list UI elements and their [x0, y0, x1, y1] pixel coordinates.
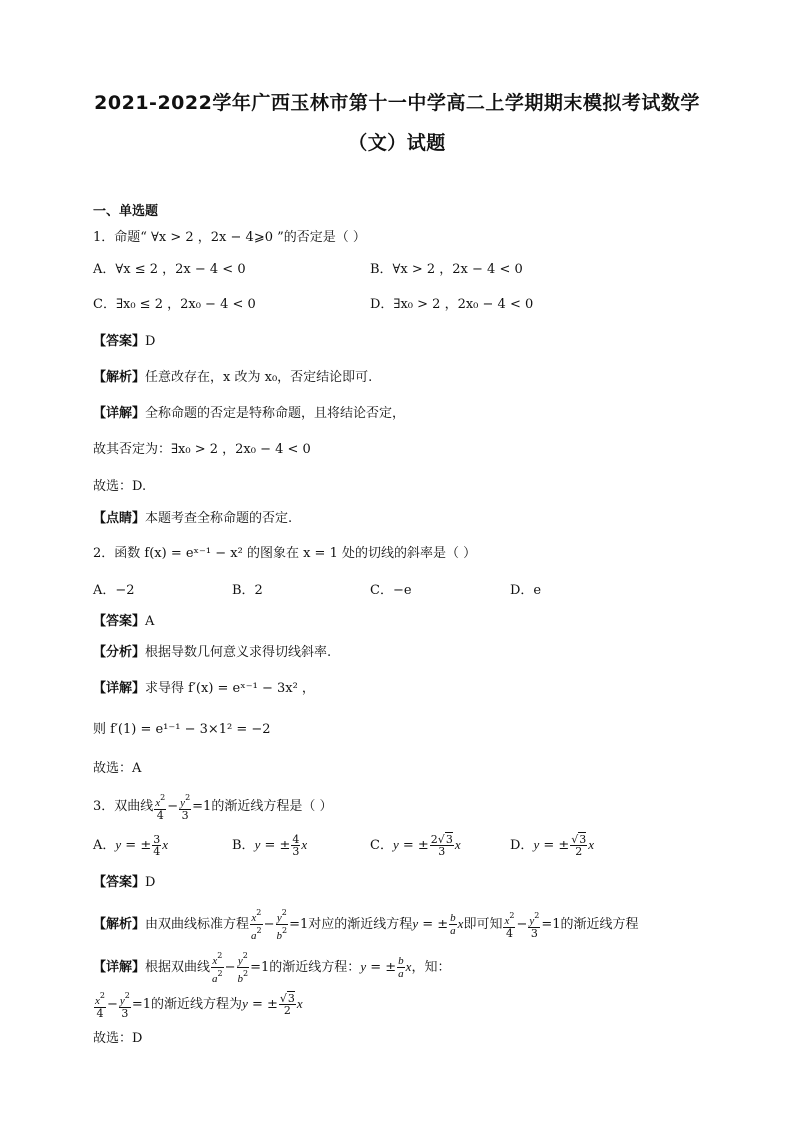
q1-conclusion: 故选：D.	[93, 479, 147, 494]
document-title-line1: 2021-2022学年广西玉林市第十一中学高二上学期期末模拟考试数学	[94, 92, 700, 114]
analysis-tag: 【解析】	[93, 917, 146, 932]
q1-option-c: C．∃x₀ ≤ 2 ，2x₀ − 4 < 0	[93, 297, 256, 312]
q1-detail-line2: 故其否定为：∃x₀ > 2 ，2x₀ − 4 < 0	[93, 442, 311, 457]
q3-conclusion: 故选：D	[93, 1031, 143, 1046]
q2-option-a: A．−2	[93, 583, 135, 598]
q2-option-d: D．e	[510, 583, 542, 598]
q1-stem: 1．命题“ ∀x > 2 ，2x − 4⩾0 ”的否定是（ ）	[93, 230, 366, 245]
q3-option-b: B．y = ± $\frac{4}{3}$ x	[232, 833, 308, 858]
answer-value: D	[145, 334, 156, 349]
q2-stem: 2．函数 f(x) = eˣ⁻¹ − x² 的图象在 x = 1 处的切线的斜率是（ ）	[93, 546, 477, 561]
q2-analysis	[93, 644, 331, 662]
q2-option-c: C．−e	[370, 583, 412, 598]
answer-tag: 【答案】	[93, 334, 146, 349]
comment-text: 本题考查全称命题的否定.	[145, 511, 293, 526]
q2-option-b: B．2	[232, 583, 263, 598]
detail-tag: 【详解】	[93, 960, 146, 975]
document-title-line2: （文）试题	[348, 132, 446, 154]
q1-option-b: B．∀x > 2 ，2x − 4 < 0	[370, 262, 523, 277]
answer-tag: 【答案】	[93, 875, 146, 890]
detail-text: 全称命题的否定是特称命题，且将结论否定，	[145, 406, 406, 421]
analysis-text: 任意改存在，x 改为 x₀，否定结论即可.	[145, 370, 373, 385]
q1-analysis	[93, 369, 372, 387]
q1-option-a: A．∀x ≤ 2 ，2x − 4 < 0	[93, 262, 246, 277]
q1-detail	[93, 405, 405, 423]
q2-detail-line2: 则 f′(1) = e¹⁻¹ − 3×1² = −2	[93, 722, 271, 737]
section-heading: 一、单选题	[93, 204, 159, 219]
detail-text: 求导得 f′(x) = eˣ⁻¹ − 3x² ，	[145, 681, 315, 696]
analysis-text: 根据导数几何意义求得切线斜率.	[145, 645, 332, 660]
q3-answer	[93, 874, 155, 892]
q1-option-d: D．∃x₀ > 2 ，2x₀ − 4 < 0	[370, 297, 534, 312]
q3-detail: 【详解】根据双曲线 $\frac{x^2}{a^2}$ − $\frac{y^2}{b^2}$ =1的渐近线方程：y = ± $\frac{b}{a}$ x，知：	[93, 951, 451, 985]
analysis-tag: 【解析】	[93, 370, 146, 385]
q1-answer	[93, 333, 155, 351]
q3-option-d: D．y = ± $\frac{√3}{2}$ x	[510, 833, 595, 858]
q2-detail	[93, 680, 315, 698]
q3-option-a: A．y = ± $\frac{3}{4}$ x	[93, 833, 169, 858]
q3-detail-line2: $\frac{x^2}{4}$ − $\frac{y^2}{3}$ =1的渐近线方程为y = ± $\frac{√3}{2}$ x	[95, 991, 303, 1020]
comment-tag: 【点睛】	[93, 511, 146, 526]
detail-tag: 【详解】	[93, 681, 146, 696]
answer-value: D	[145, 875, 156, 890]
q3-stem: 3．双曲线 $\frac{x^2}{4}$ − $\frac{y^2}{3}$ =1的渐近线方程是（ ）	[93, 793, 333, 822]
q3-option-c: C．y = ± $\frac{2√3}{3}$ x	[370, 833, 461, 858]
q2-conclusion: 故选：A	[93, 761, 142, 776]
analysis-tag: 【分析】	[93, 645, 146, 660]
answer-value: A	[145, 614, 155, 629]
q2-answer	[93, 613, 154, 631]
q1-comment	[93, 510, 292, 528]
detail-tag: 【详解】	[93, 406, 146, 421]
answer-tag: 【答案】	[93, 614, 146, 629]
q3-analysis: 【解析】由双曲线标准方程 $\frac{x^2}{a^2}$ − $\frac{y^2}{b^2}$ =1对应的渐近线方程y = ± $\frac{b}{a}$ x即可知 $\frac{x^2}{4}$ − $\frac{y^2}{3}$ =1的渐近线方程	[93, 908, 639, 942]
